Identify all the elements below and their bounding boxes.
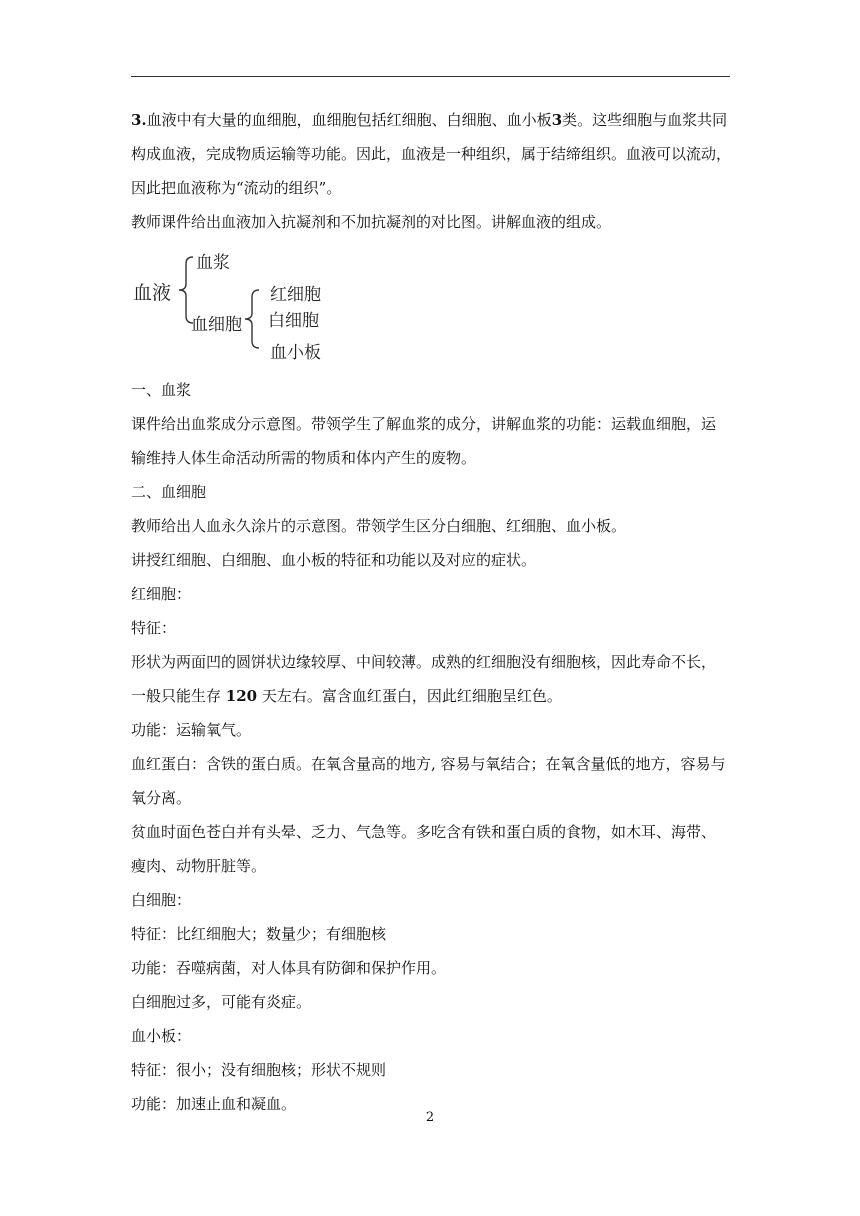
blood-composition-diagram — [131, 240, 351, 370]
text-line: 功能：运输氧气。 — [131, 721, 252, 739]
diagram-plasma: 血浆 — [196, 253, 230, 273]
diagram-platelets: 血小板 — [270, 343, 321, 363]
text-line: 血红蛋白：含铁的蛋白质。在氧含量高的地方, 容易与氧结合；在氧含量低的地方，容易与 — [131, 755, 726, 773]
text-line: 功能：加速止血和凝血。 — [131, 1095, 297, 1113]
label-red-cell: 红细胞： — [131, 585, 192, 603]
diagram-blood-cells: 血细胞 — [191, 315, 242, 335]
count-number: 3 — [551, 111, 563, 129]
paragraph-1-line-2: 构成血液，完成物质运输等功能。因此，血液是一种组织，属于结缔组织。血液可以流动， — [131, 145, 732, 163]
text-line: 功能：吞噬病菌，对人体具有防御和保护作用。 — [131, 959, 447, 977]
heading-plasma: 一、血浆 — [131, 381, 192, 399]
paragraph-text: 类。这些细胞与血浆共同 — [562, 111, 728, 129]
text-line: 讲授红细胞、白细胞、血小板的特征和功能以及对应的症状。 — [131, 551, 537, 569]
text-line: 氧分离。 — [131, 789, 192, 807]
text-line: 贫血时面色苍白并有头晕、乏力、气急等。多吃含有铁和蛋白质的食物，如木耳、海带、 — [131, 823, 717, 841]
item-number: 3. — [131, 111, 147, 129]
text-line: 瘦肉、动物肝脏等。 — [131, 857, 267, 875]
text-line: 输维持人体生命活动所需的物质和体内产生的废物。 — [131, 449, 477, 467]
paragraph-1-line-1 — [131, 103, 731, 137]
diagram-white-cells: 白细胞 — [268, 311, 319, 331]
label-feature: 特征： — [131, 619, 177, 637]
paragraph-text: 血液中有大量的血细胞，血细胞包括红细胞、白细胞、血小板 — [146, 111, 552, 129]
diagram-red-cells: 红细胞 — [270, 285, 321, 305]
heading-blood-cells: 二、血细胞 — [131, 483, 207, 501]
text-line: 形状为两面凹的圆饼状边缘较厚、中间较薄。成熟的红细胞没有细胞核，因此寿命不长， — [131, 653, 717, 671]
text-line: 教师给出人血永久涂片的示意图。带领学生区分白细胞、红细胞、血小板。 — [131, 517, 627, 535]
paragraph-2: 教师课件给出血液加入抗凝剂和不加抗凝剂的对比图。讲解血液的组成。 — [131, 213, 612, 231]
label-platelet: 血小板： — [131, 1027, 192, 1045]
text-line: 课件给出血浆成分示意图。带领学生了解血浆的成分，讲解血浆的功能：运载血细胞，运 — [131, 415, 717, 433]
text-line: 特征：很小；没有细胞核；形状不规则 — [131, 1061, 387, 1079]
lifespan-number: 120 — [225, 687, 258, 705]
label-white-cell: 白细胞： — [131, 891, 192, 909]
page-number: 2 — [425, 1110, 435, 1125]
text-line — [131, 679, 731, 713]
text-line: 白细胞过多，可能有炎症。 — [131, 993, 312, 1011]
paragraph-1-line-3: 因此把血液称为“流动的组织”。 — [131, 179, 342, 197]
diagram-root-blood: 血液 — [133, 282, 172, 304]
text-fragment: 一般只能生存 — [131, 687, 222, 705]
text-line: 特征：比红细胞大；数量少；有细胞核 — [131, 925, 387, 943]
text-fragment: 天左右。富含血红蛋白，因此红细胞呈红色。 — [261, 687, 562, 705]
header-rule — [131, 76, 730, 77]
